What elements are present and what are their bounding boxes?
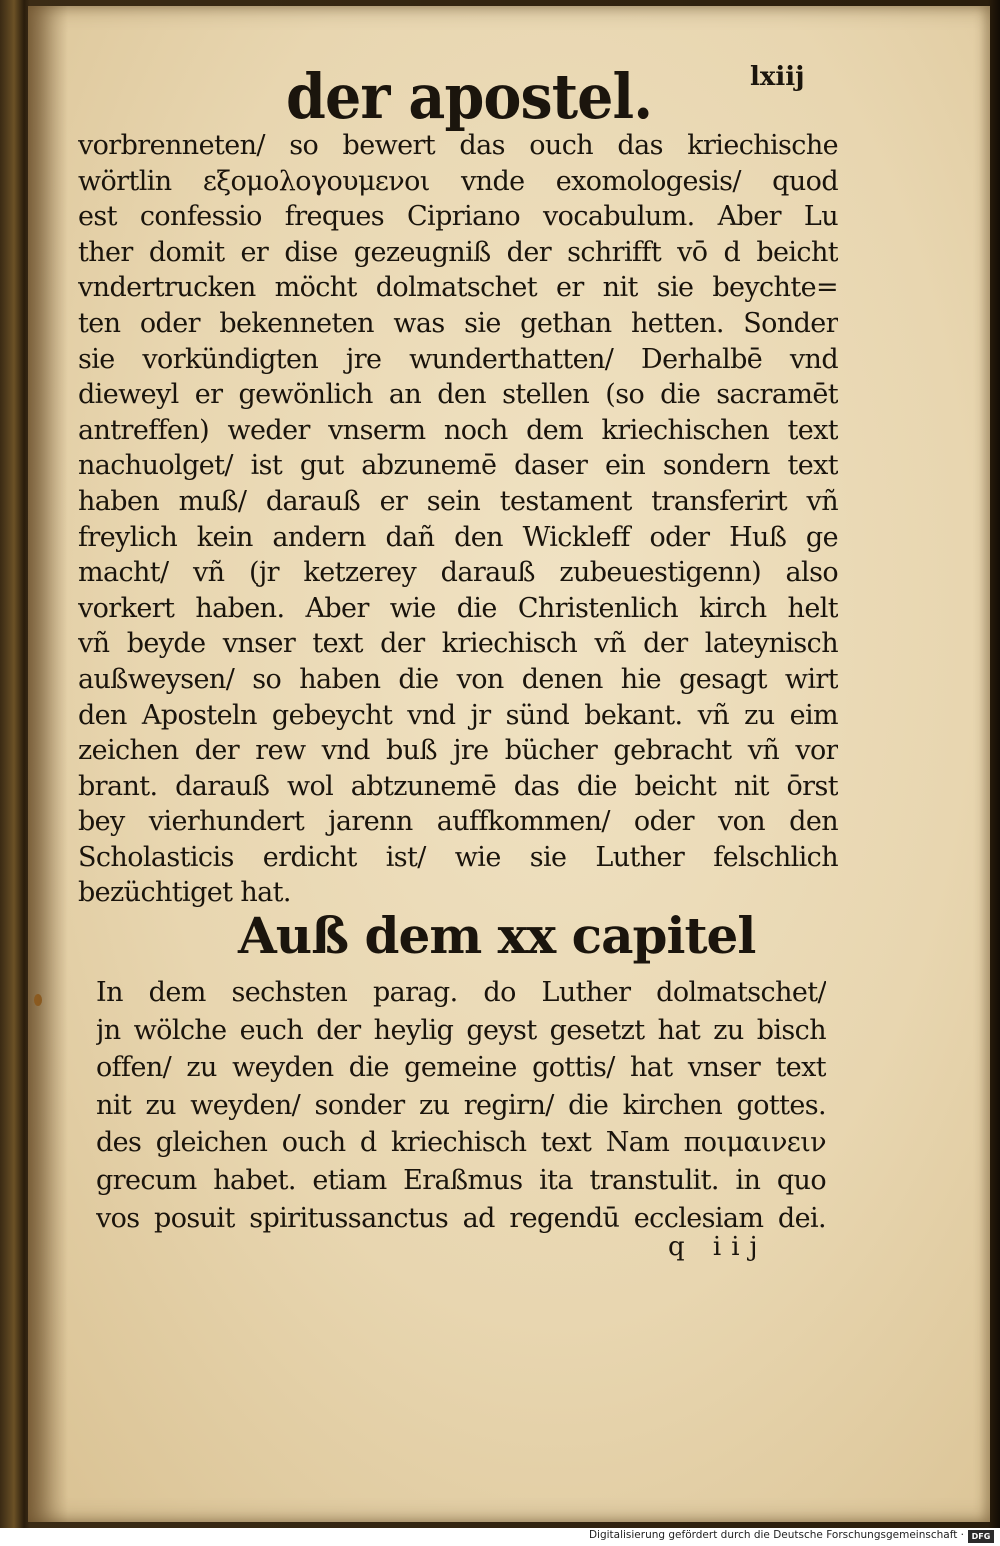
text-line: zeichen der rew vnd buß jre bücher gebracht vñ vor [78,735,838,767]
text-line: antreffen) weder vnserm noch dem kriechischen text [78,414,838,446]
book-page [28,6,990,1522]
dfg-logo: DFG [968,1530,994,1543]
text-line: vorbrenneten/ so bewert das ouch das kriechische [78,130,838,161]
text-line: bezüchtiget hat. [78,877,291,909]
running-title: der apostel. [286,60,653,133]
text-line: vorkert haben. Aber wie die Christenlich kirch helt [78,592,838,624]
text-line: freylich kein andern dañ den Wickleff oder Huß ge [78,521,838,553]
text-line: In dem sechsten parag. do Luther dolmatschet/ [96,977,826,1008]
text-line: bey vierhundert jarenn auffkommen/ oder von den [78,806,838,838]
funding-credit: Digitalisierung gefördert durch die Deutsche Forschungsgemeinschaft · [588,1529,964,1541]
text-line: haben muß/ darauß er sein testament transferirt vñ [78,485,838,517]
chapter-text-block [96,974,826,1237]
text-line: vos posuit spiritussanctus ad regendū ecclesiam dei. [96,1202,826,1234]
text-line: ther domit er dise gezeugniß der schrifft vō d beicht [78,236,838,268]
text-line: nit zu weyden/ sonder zu regirn/ die kirchen gottes. [96,1089,826,1121]
text-line: den Aposteln gebeycht vnd jr sünd bekant. vñ zu eim [78,699,838,731]
folio-number: lxiij [750,62,805,92]
text-line: ten oder bekenneten was sie gethan hetten. Sonder [78,307,838,339]
running-head [28,54,990,134]
chapter-heading: Auß dem xx capitel [238,906,756,965]
text-line: des gleichen ouch d kriechisch text Nam ποιμαινειν [96,1127,826,1159]
binding-mark [34,994,42,1006]
text-line: nachuolget/ ist gut abzunemē daser ein sondern text [78,450,838,482]
signature-mark: q iij [668,1232,768,1262]
text-line: vndertrucken möcht dolmatschet er nit sie beychte= [78,272,838,304]
text-line: sie vorkündigten jre wunderthatten/ Derhalbē vnd [78,343,838,375]
text-line: dieweyl er gewönlich an den stellen (so die sacramēt [78,379,838,411]
text-line: wörtlin εξομολογουμενοι vnde exomologesis/ quod [78,165,838,197]
main-text-block [78,128,838,911]
text-line: Scholasticis erdicht ist/ wie sie Luther felschlich [78,841,838,873]
text-line: offen/ zu weyden die gemeine gottis/ hat vnser text [96,1052,826,1084]
text-line: grecum habet. etiam Eraßmus ita transtulit. in quo [96,1164,826,1196]
text-line: außweysen/ so haben die von denen hie gesagt wirt [78,663,838,695]
text-line: vñ beyde vnser text der kriechisch vñ der lateynisch [78,628,838,660]
footer-bar [0,1528,1000,1546]
text-line: macht/ vñ (jr ketzerey darauß zubeuestigenn) also [78,557,838,589]
text-line: brant. darauß wol abtzunemē das die beicht nit ōrst [78,770,838,802]
text-line: est confessio freques Cipriano vocabulum. Aber Lu [78,201,838,233]
text-line: jn wölche euch der heylig geyst gesetzt hat zu bisch [96,1014,826,1046]
